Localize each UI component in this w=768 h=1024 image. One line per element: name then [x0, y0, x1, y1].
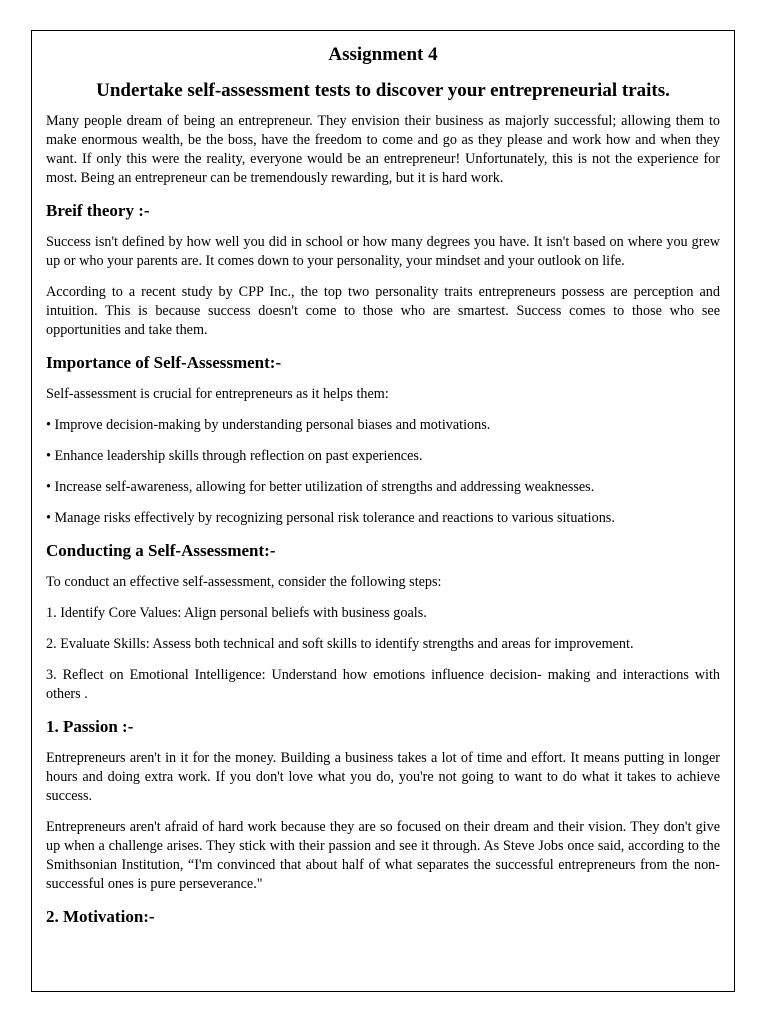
assignment-title: Assignment 4 [328, 44, 438, 65]
passion-paragraph: Entrepreneurs aren't in it for the money. Building a business takes a lot of time and effort. It means putting in longer hours and doing extra work. If you don't love what you do, you're not going to want to do what it takes to achieve success. [46, 750, 720, 804]
passion-paragraph: Entrepreneurs aren't afraid of hard work because they are so focused on their dream and their vision. They don't give up when a challenge arises. They stick with their passion and see it through. As Steve Jobs once said, according to the Smithsonian Institution, “I'm convinced that about half of what separates the successful entrepreneurs from the non-successful ones is pure perseverance." [46, 819, 720, 892]
conducting-step: 3. Reflect on Emotional Intelligence: Understand how emotions influence decision- making and interactions with others . [46, 667, 720, 702]
document-body [46, 42, 720, 939]
brief-theory-paragraph: According to a recent study by CPP Inc., the top two personality traits entrepreneurs possess are perception and intuition. This is because success doesn't come to those who are smartest. Success comes to those who see opportunities and take them. [46, 284, 720, 338]
conducting-step: 1. Identify Core Values: Align personal beliefs with business goals. [46, 605, 427, 621]
motivation-heading: 2. Motivation:- [46, 907, 155, 926]
importance-heading: Importance of Self-Assessment:- [46, 353, 282, 372]
importance-bullet: • Manage risks effectively by recognizing personal risk tolerance and reactions to various situations. [46, 510, 615, 526]
assignment-subtitle: Undertake self-assessment tests to discover your entrepreneurial traits. [96, 80, 670, 101]
intro-paragraph: Many people dream of being an entrepreneur. They envision their business as majorly successful; allowing them to make enormous wealth, be the boss, have the freedom to come and go as they please and work how and when they want. If only this were the reality, everyone would be an entrepreneur! Unfortunately, this is not the experience for most. Being an entrepreneur can be tremendously rewarding, but it is hard work. [46, 113, 720, 186]
brief-theory-heading: Breif theory :- [46, 201, 150, 220]
brief-theory-paragraph: Success isn't defined by how well you did in school or how many degrees you have. It isn't based on where you grew up or who your parents are. It comes down to your personality, your mindset and your outlook on life. [46, 234, 720, 269]
importance-bullet: • Enhance leadership skills through reflection on past experiences. [46, 448, 423, 464]
importance-intro: Self-assessment is crucial for entrepreneurs as it helps them: [46, 386, 389, 402]
conducting-intro: To conduct an effective self-assessment, consider the following steps: [46, 574, 442, 590]
passion-heading: 1. Passion :- [46, 717, 134, 736]
conducting-heading: Conducting a Self-Assessment:- [46, 541, 276, 560]
importance-bullet: • Increase self-awareness, allowing for better utilization of strengths and addressing weaknesses. [46, 479, 595, 495]
importance-bullet: • Improve decision-making by understanding personal biases and motivations. [46, 417, 491, 433]
conducting-step: 2. Evaluate Skills: Assess both technical and soft skills to identify strengths and areas for improvement. [46, 636, 634, 652]
